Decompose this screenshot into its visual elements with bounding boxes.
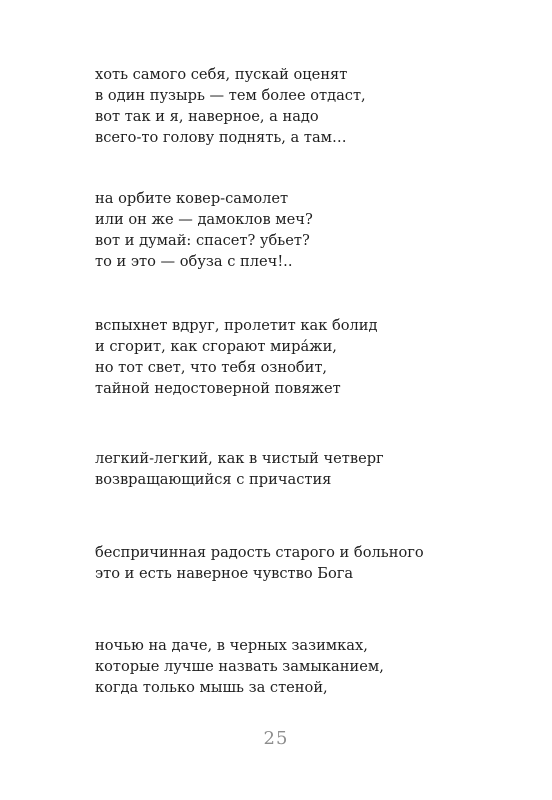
poem-line: хоть самого себя, пускай оценят [95,66,348,83]
poem-line: ночью на даче, в черных зазимках, [95,637,368,654]
stanza-6 [95,635,495,698]
poem-line: в один пузырь — тем более отдаст, [95,87,366,104]
poem-line: возвращающийся с причастия [95,471,332,488]
stanza-4 [95,448,495,490]
poem-line: на орбите ковер-самолет [95,190,289,207]
poem-line: то и это — обуза с плеч!.. [95,253,293,270]
stanza-1 [95,64,495,148]
stanza-5 [95,542,495,584]
poem-line: которые лучше назвать замыканием, [95,658,384,675]
poem-line: но тот свет, что тебя ознобит, [95,359,328,376]
poem-line: или он же — дамоклов меч? [95,211,313,228]
poem-line: легкий-легкий, как в чистый четверг [95,450,384,467]
stanza-2 [95,188,495,272]
poem-line: вспыхнет вдруг, пролетит как болид [95,317,378,334]
poem-line: вот и думай: спасет? убьет? [95,232,310,249]
poem-line: беспричинная радость старого и больного [95,544,424,561]
stanza-3 [95,315,495,399]
poem-line: это и есть наверное чувство Бога [95,565,354,582]
poem-line: тайной недостоверной повяжет [95,380,341,397]
poem-line: вот так и я, наверное, а надо [95,108,319,125]
poem-line: всего-то голову поднять, а там… [95,129,347,146]
poem-line: когда только мышь за стеной, [95,679,328,696]
page-number: 25 [263,728,289,749]
poem-line: и сгорит, как сгорают мира́жи, [95,338,337,355]
